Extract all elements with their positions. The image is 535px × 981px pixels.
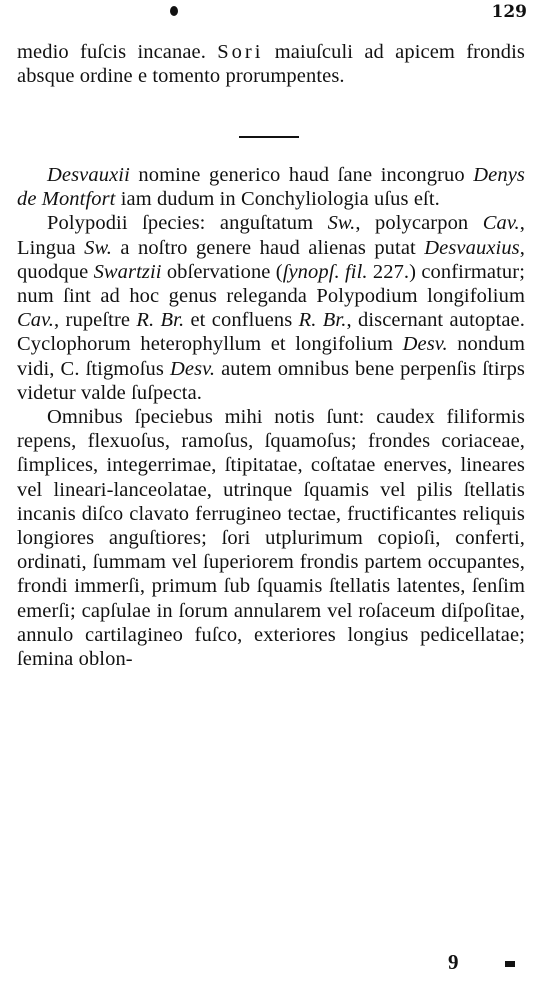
italic-run: Cav. — [17, 309, 55, 332]
paragraph-4: Omnibus ſpeciebus mihi notis ſunt: caudex filiformis repens, flexuoſus, ramoſus, ſquamoſus; frondes coriaceae, ſimplices, integerrimae, ſtipitatae, coſtatae enerves, lineares vel lineari-lanceolatae, utrinque ſquamis vel pilis ſtellatis incanis diſco clavato ferrugineo tectae, fructificantes reliquis longiores anguſtiores; ſori utplurimum copioſi, conferti, ordinati, ſummam vel ſuperiorem frondis partem occupantes, frondi immerſi, primum ſub ſquamis ſtellatis latentes, ſenſim emerſi; capſulae in ſorum annularem vel roſaceum diſpoſitae, annulo cartilagineo fuſco, exteriores longius pedicellatae; ſemina oblon- — [17, 406, 525, 671]
printer-signature: 9 — [448, 950, 459, 974]
text-run: medio fuſcis incanae. — [17, 41, 218, 63]
text-run: iam dudum in Conchyliologia uſus eſt. — [115, 188, 440, 211]
text-run: nondum vidi, C. ſtigmoſus — [17, 333, 525, 380]
italic-run: R. Br. — [136, 309, 185, 332]
italic-run: Sw. — [84, 236, 112, 259]
text-run: , discernant autoptae. Cyclophorum heterophyllum et longifolium — [17, 309, 525, 356]
italic-run: Swartzii — [93, 260, 162, 283]
paragraph-1 — [17, 40, 525, 88]
text-run: , Lingua — [17, 212, 525, 259]
paragraph-2 — [17, 163, 525, 211]
italic-run: Cav. — [482, 212, 520, 235]
italic-run: ſynopſ. fil. — [282, 260, 368, 283]
text-run: , rupeſtre — [54, 309, 137, 332]
ink-mark — [170, 6, 178, 16]
ink-mark — [505, 961, 515, 967]
italic-run: Desvauxii — [47, 164, 130, 186]
text-run: obſervatione ( — [161, 260, 283, 283]
text-run: nomine generico haud ſane incongruo — [129, 164, 474, 186]
italic-run: Desvauxius — [424, 236, 520, 259]
continuation-paragraph — [17, 40, 525, 88]
page-number: 129 — [491, 2, 527, 22]
section-divider — [239, 136, 299, 138]
text-run: , polycarpon — [355, 212, 483, 235]
italic-run: Desv. — [402, 333, 448, 356]
italic-run: R. Br. — [298, 309, 347, 332]
italic-run: Denys de Montfort — [17, 164, 525, 211]
text-run: , quodque — [17, 236, 525, 283]
paragraph-3 — [17, 211, 525, 405]
italic-run: Sw. — [327, 212, 356, 235]
text-run: Polypodii ſpecies: anguſtatum — [47, 212, 328, 235]
note-desvauxii — [17, 163, 525, 671]
italic-run: Desv. — [169, 357, 216, 380]
text-run: et confluens — [184, 309, 299, 332]
text-run: 227.) confirmatur; num ſint ad hoc genus releganda Polypodium longifolium — [17, 260, 525, 308]
text-run: maiuſculi ad apicem frondis absque ordine e tomento prorumpentes. — [17, 41, 525, 88]
text-run: autem omnibus bene perpenſis ſtirps videtur valde ſuſpecta. — [17, 357, 526, 404]
text-run: a noſtro genere haud alienas putat — [111, 236, 425, 259]
sori-word: Sori — [217, 41, 264, 63]
